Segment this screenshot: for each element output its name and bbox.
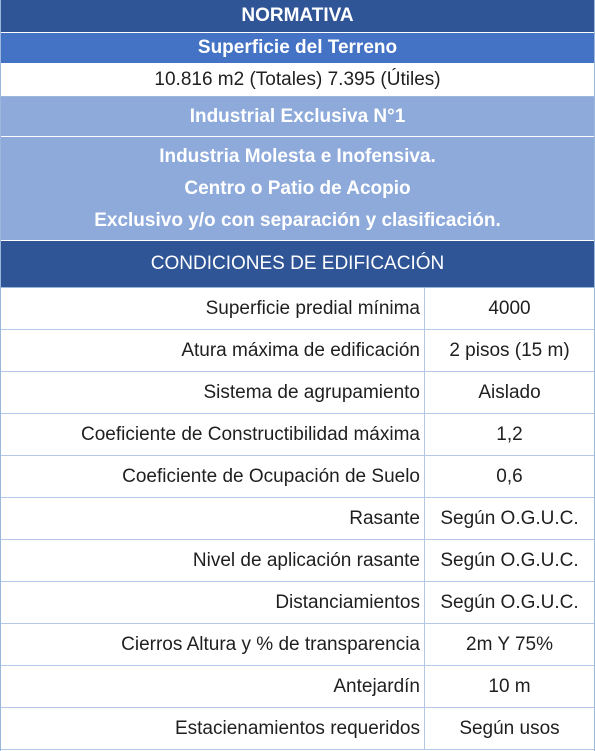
- condition-value: 10 m: [425, 666, 594, 708]
- condition-label: Rasante: [1, 498, 425, 540]
- condition-label: Sistema de agrupamiento: [1, 372, 425, 414]
- allowed-use-line: Industria Molesta e Inofensiva.: [159, 145, 436, 167]
- condition-value: 2m Y 75%: [425, 624, 594, 666]
- condition-label: Nivel de aplicación rasante: [1, 540, 425, 582]
- conditions-grid: [1, 288, 594, 750]
- condition-value: 2 pisos (15 m): [425, 330, 594, 372]
- condition-value: Según O.G.U.C.: [425, 582, 594, 624]
- condition-value: Según O.G.U.C.: [425, 498, 594, 540]
- allowed-use-line: Exclusivo y/o con separación y clasificación.: [94, 209, 501, 231]
- condition-label: Estacienamientos requeridos: [1, 708, 425, 750]
- allowed-uses: [1, 137, 594, 241]
- condition-label: Coeficiente de Ocupación de Suelo: [1, 456, 425, 498]
- condition-label: Distanciamientos: [1, 582, 425, 624]
- condition-value: 4000: [425, 288, 594, 330]
- condition-label: Cierros Altura y % de transparencia: [1, 624, 425, 666]
- condition-label: Antejardín: [1, 666, 425, 708]
- terrain-surface-value: 10.816 m2 (Totales) 7.395 (Útiles): [1, 64, 594, 97]
- table-title: NORMATIVA: [1, 0, 594, 33]
- zone-name: Industrial Exclusiva N°1: [1, 97, 594, 137]
- condition-label: Atura máxima de edificación: [1, 330, 425, 372]
- condition-label: Coeficiente de Constructibilidad máxima: [1, 414, 425, 456]
- condition-value: Aislado: [425, 372, 594, 414]
- condition-label: Superficie predial mínima: [1, 288, 425, 330]
- conditions-heading: CONDICIONES DE EDIFICACIÓN: [1, 241, 594, 288]
- condition-value: 1,2: [425, 414, 594, 456]
- terrain-surface-heading: Superficie del Terreno: [1, 33, 594, 64]
- condition-value: Según usos: [425, 708, 594, 750]
- condition-value: Según O.G.U.C.: [425, 540, 594, 582]
- condition-value: 0,6: [425, 456, 594, 498]
- allowed-use-line: Centro o Patio de Acopio: [184, 177, 411, 199]
